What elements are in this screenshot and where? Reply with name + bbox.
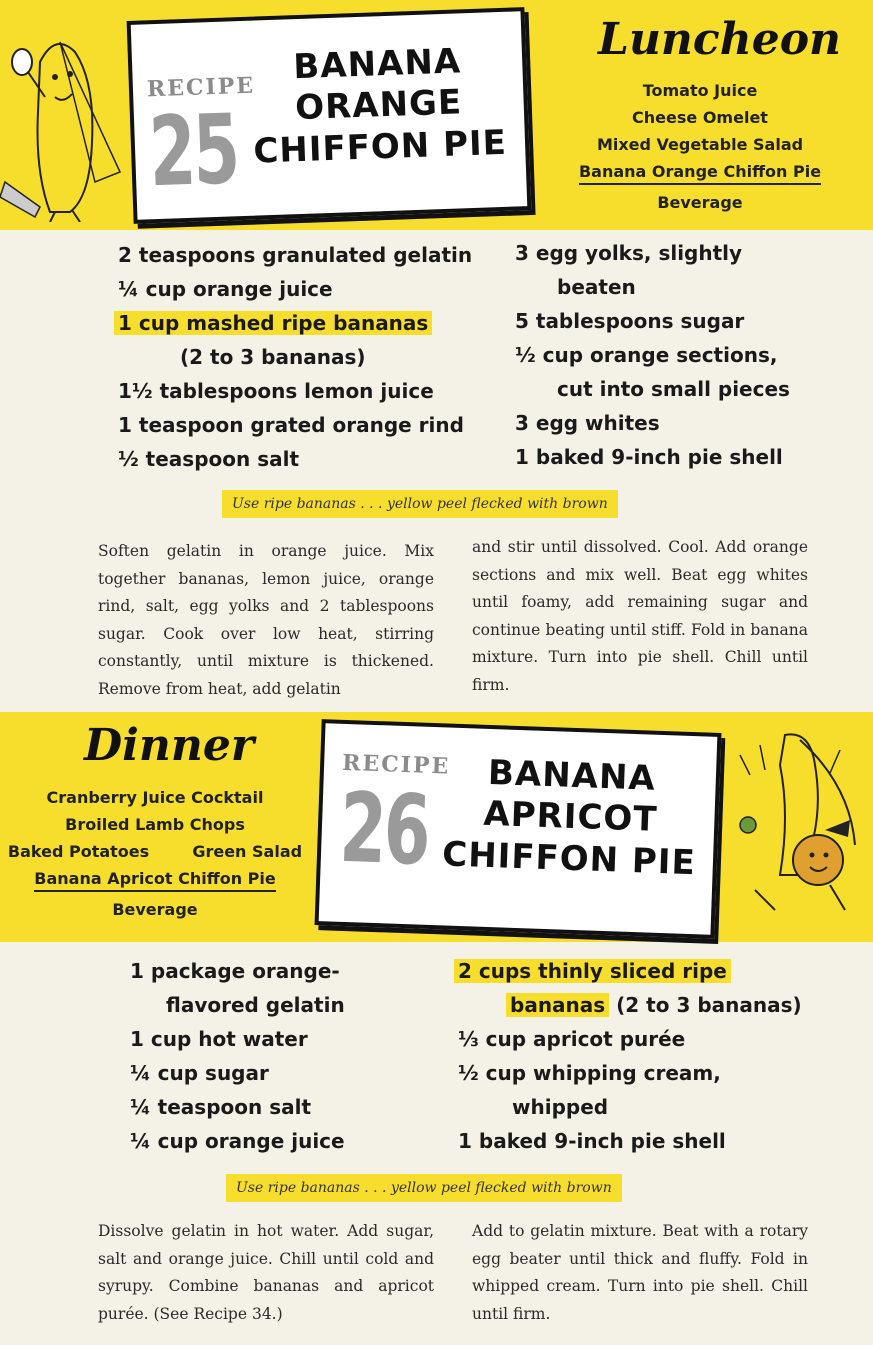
ingredient: ½ teaspoon salt: [118, 447, 300, 471]
ingredient: 1 baked 9-inch pie shell: [515, 445, 783, 469]
banana-chef-mirror-illustration: [0, 22, 125, 222]
menu-item: Beverage: [657, 193, 743, 212]
menu-title: Dinner: [84, 720, 255, 771]
ingredient: (2 to 3 bananas): [616, 993, 802, 1017]
ingredient: 1 package orange-: [130, 959, 340, 983]
ingredient: ½ cup whipping cream,: [458, 1061, 721, 1085]
dinner-menu: [0, 784, 310, 923]
menu-item: Broiled Lamb Chops: [65, 815, 245, 834]
menu-title: Luncheon: [598, 14, 842, 65]
ingredient-highlighted: 2 cups thinly sliced ripe: [454, 959, 731, 983]
luncheon-menu: [560, 77, 840, 216]
recipe25-directions-right: and stir until dissolved. Cool. Add orange sections and mix well. Beat egg whites until foamy, add remaining sugar and continue beating until stiff. Fold in banana mixture. Turn into pie shell. Chill until firm.: [472, 538, 808, 694]
ingredient: 2 teaspoons granulated gelatin: [118, 243, 473, 267]
ingredient: whipped: [512, 1095, 609, 1119]
ingredient: 3 egg yolks, slightly: [515, 241, 743, 265]
ingredient: ¼ teaspoon salt: [130, 1095, 312, 1119]
recipe25-ingredients-left: [118, 238, 498, 476]
menu-item: Green Salad: [192, 842, 303, 861]
recipe-title-line: ORANGE: [294, 82, 463, 129]
recipe26-ingredients-right: [458, 954, 858, 1158]
ingredient: 1 teaspoon grated orange rind: [118, 413, 464, 437]
recipe-title: [242, 40, 516, 174]
recipe25-ingredients-right: [515, 236, 855, 474]
banana-chef-dancing-illustration: [730, 725, 870, 925]
menu-item: Tomato Juice: [642, 81, 758, 100]
recipe-title-line: BANANA: [487, 752, 657, 799]
ingredient-highlighted: 1 cup mashed ripe bananas: [114, 311, 432, 335]
menu-item: Beverage: [112, 900, 198, 919]
recipe-label: RECIPE: [341, 749, 451, 780]
ingredient: ¼ cup orange juice: [130, 1129, 345, 1153]
ingredient-highlighted: bananas: [506, 993, 609, 1017]
ingredient: ½ cup orange sections,: [515, 343, 778, 367]
ingredient: ¼ cup sugar: [130, 1061, 269, 1085]
menu-item-featured: Banana Apricot Chiffon Pie: [34, 868, 275, 892]
ingredient: 1½ tablespoons lemon juice: [118, 379, 434, 403]
recipe-number: 25: [147, 93, 239, 209]
recipe26-ingredients-left: [130, 954, 430, 1158]
recipe26-directions-left: Dissolve gelatin in hot water. Add sugar, salt and orange juice. Chill until cold and syrupy. Combine bananas and apricot purée. (See Recipe 34.): [98, 1222, 434, 1323]
recipe-title-line: BANANA: [292, 41, 462, 88]
ingredient: 1 cup hot water: [130, 1027, 308, 1051]
recipe-title-line: APRICOT: [482, 794, 659, 841]
recipe25-title-card: [127, 7, 532, 224]
ingredient: 5 tablespoons sugar: [515, 309, 745, 333]
menu-item: Mixed Vegetable Salad: [596, 135, 804, 154]
menu-item: Cranberry Juice Cocktail: [46, 788, 264, 807]
ripe-bananas-tip: Use ripe bananas . . . yellow peel flecked with brown: [222, 490, 618, 518]
recipe-title: [428, 751, 712, 885]
recipe-title-line: CHIFFON PIE: [441, 834, 697, 884]
ripe-bananas-tip: Use ripe bananas . . . yellow peel flecked with brown: [226, 1174, 622, 1202]
ingredient: beaten: [557, 275, 636, 299]
ingredient: cut into small pieces: [557, 377, 790, 401]
ingredient: 1 baked 9-inch pie shell: [458, 1129, 726, 1153]
ingredient: ¼ cup orange juice: [118, 277, 333, 301]
recipe26-title-card: [315, 719, 722, 939]
recipe-title-line: CHIFFON PIE: [252, 122, 508, 172]
ingredient: 3 egg whites: [515, 411, 660, 435]
recipe25-directions-left: Soften gelatin in orange juice. Mix together bananas, lemon juice, orange rind, salt, egg yolks and 2 tablespoons sugar. Cook over low heat, stirring constantly, until mixture is thickened. Remove from heat, add gelatin: [98, 542, 434, 698]
ingredient: ⅓ cup apricot purée: [458, 1027, 686, 1051]
menu-item: Cheese Omelet: [632, 108, 768, 127]
ingredient: (2 to 3 bananas): [180, 345, 366, 369]
ingredient: flavored gelatin: [166, 993, 345, 1017]
recipe-number: 26: [337, 771, 430, 887]
recipe26-directions-right: Add to gelatin mixture. Beat with a rotary egg beater until thick and fluffy. Fold in whipped cream. Turn into pie shell. Chill until firm.: [472, 1222, 808, 1323]
menu-item-featured: Banana Orange Chiffon Pie: [579, 161, 821, 185]
recipe-label: RECIPE: [146, 72, 256, 103]
menu-item: Baked Potatoes: [7, 842, 150, 861]
